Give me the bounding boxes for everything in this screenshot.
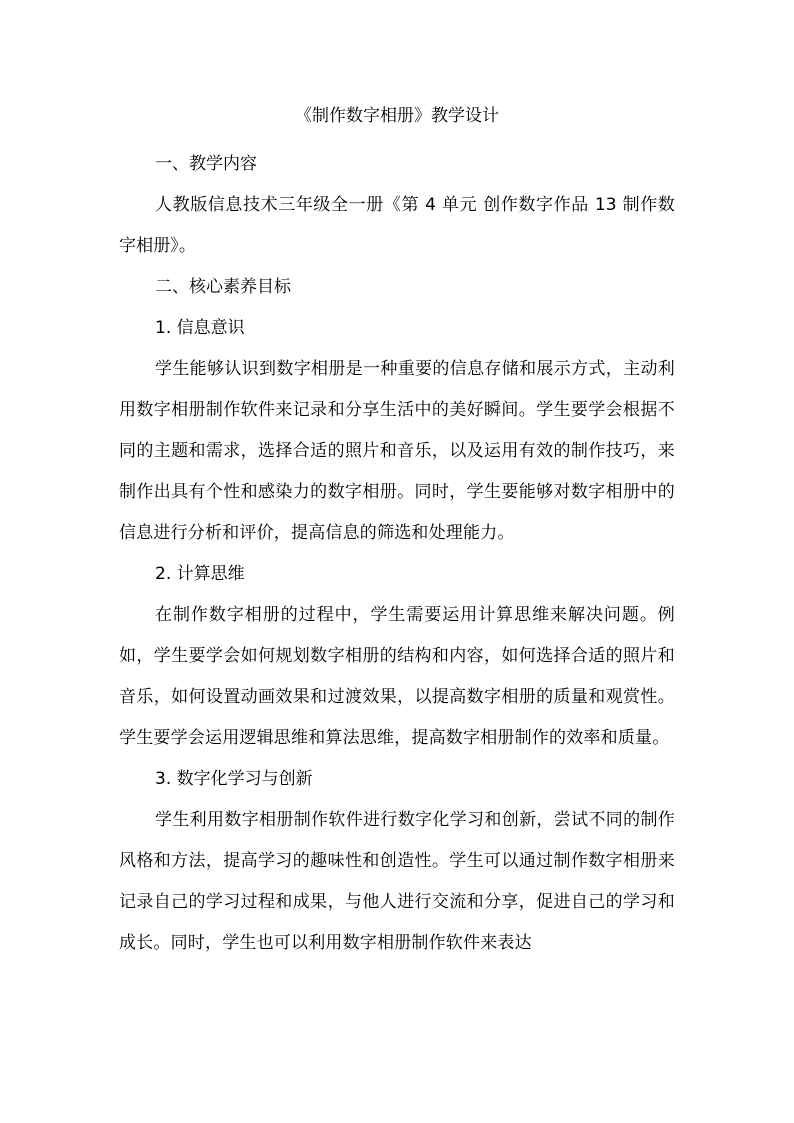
- section-heading-core-literacy-goals: 二、核心素养目标: [155, 277, 291, 297]
- paragraph-information-awareness: 学生能够认识到数字相册是一种重要的信息存储和展示方式，主动利用数字相册制作软件来记录和分享生活中的美好瞬间。学生要学会根据不同的主题和需求，选择合适的照片和音乐，以及运用有效的制作技巧，来制作出具有个性和感染力的数字相册。同时，学生要能够对数字相册中的信息进行分析和评价，提高信息的筛选和处理能力。: [119, 359, 675, 543]
- section-heading-teaching-content: 一、教学内容: [155, 154, 257, 174]
- subheading-digital-learning-innovation: 3. 数字化学习与创新: [155, 769, 313, 789]
- subheading-information-awareness: 1. 信息意识: [155, 318, 245, 338]
- subheading-computational-thinking: 2. 计算思维: [155, 564, 245, 584]
- paragraph-computational-thinking: 在制作数字相册的过程中，学生需要运用计算思维来解决问题。例如，学生要学会如何规划数字相册的结构和内容，如何选择合适的照片和音乐，如何设置动画效果和过渡效果，以提高数字相册的质量和观赏性。学生要学会运用逻辑思维和算法思维，提高数字相册制作的效率和质量。: [119, 605, 675, 748]
- document-title: 《制作数字相册》教学设计: [295, 106, 499, 126]
- paragraph-digital-learning-innovation: 学生利用数字相册制作软件进行数字化学习和创新，尝试不同的制作风格和方法，提高学习的趣味性和创造性。学生可以通过制作数字相册来记录自己的学习过程和成果，与他人进行交流和分享，促进自己的学习和成长。同时，学生也可以利用数字相册制作软件来表达: [119, 810, 675, 953]
- document-body: [119, 103, 675, 964]
- paragraph-teaching-content: 人教版信息技术三年级全一册《第 4 单元 创作数字作品 13 制作数字相册》。: [119, 195, 675, 256]
